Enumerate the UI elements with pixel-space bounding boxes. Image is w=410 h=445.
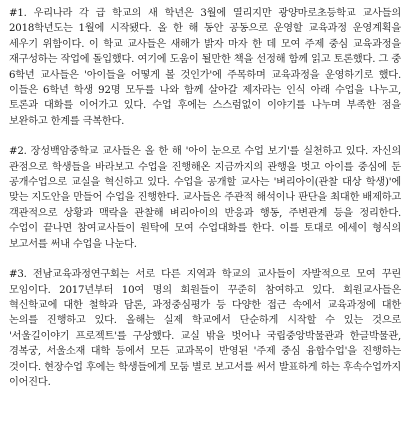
case-paragraph-2: #2. 장성백암중학교 교사들은 올 한 해 '아이 눈으로 수업 보기'를 실천하고 있다. 자신의 관점으로 학생들을 바라보고 수업을 진행해온 지금까지의 관행을 벗고 아이를 중심에 둔 공개수업으로 교실을 혁신하고 있다. 수업을 공개할 교사는 '벼리아이(관찰 대상 학생)'에 맞는 지도안을 만들어 수업을 진행한다. 교사들은 주관적 해석이나 판단을 최대한 배제하고 객관적으로 상황과 맥락을 관찰해 벼리아이의 반응과 행동, 주변관계 등을 정리한다. 수업이 끝나면 참여교사들이 원탁에 모여 수업대화를 한다. 이를 토대로 에세이 형식의 보고서를 써내 수업을 나눈다. — [9, 146, 401, 250]
case-paragraph-1: #1. 우리나라 각 급 학교의 새 학년은 3월에 열리지만 광양마로초등학교 교사들의 2018학년도는 1월에 시작됐다. 올 한 해 동안 공동으로 운영할 교육과정 운영계획을 세우기 위함이다. 이 학교 교사들은 새해가 밝자 마자 한 데 모여 주제 중심 교육과정을 재구성하는 작업에 돌입했다. 여기에 도움이 될만한 책을 선정해 함께 읽고 토론했다. 그 중 6학년 교사들은 '아이들을 어떻게 볼 것인가'에 주목하며 교육과정을 운영하기로 했다. 이들은 6학년 학생 92명 모두를 나와 함께 살아갈 제자라는 인식 아래 수업을 나누고, 토론과 대화를 이어가고 있다. 수업 후에는 스스럼없이 이야기를 나누며 부족한 점을 보완하고 한계를 극복한다. — [9, 8, 401, 127]
case-paragraph-3: #3. 전남교육과정연구회는 서로 다른 지역과 학교의 교사들이 자발적으로 모여 꾸린 모임이다. 2017년부터 10여 명의 회원들이 꾸준히 참여하고 있다. 회원교사들은 혁신학교에 대한 철학과 담론, 과정중심평가 등 다양한 접근 속에서 교육과정에 대한 논의를 진행하고 있다. 올해는 실제 학교에서 단순하게 시작할 수 있는 것으로 '서울길이야기 프로젝트'를 구상했다. 교실 밖을 벗어나 국립중앙박물관과 한글박물관, 경복궁, 서울소재 대학 등에서 모든 교과목이 반영된 '주제 중심 융합수업'을 진행하는 것이다. 현장수업 후에는 학생들에게 모둠 별로 보고서를 써서 발표하게 하는 후속수업까지 이어진다. — [9, 269, 401, 388]
